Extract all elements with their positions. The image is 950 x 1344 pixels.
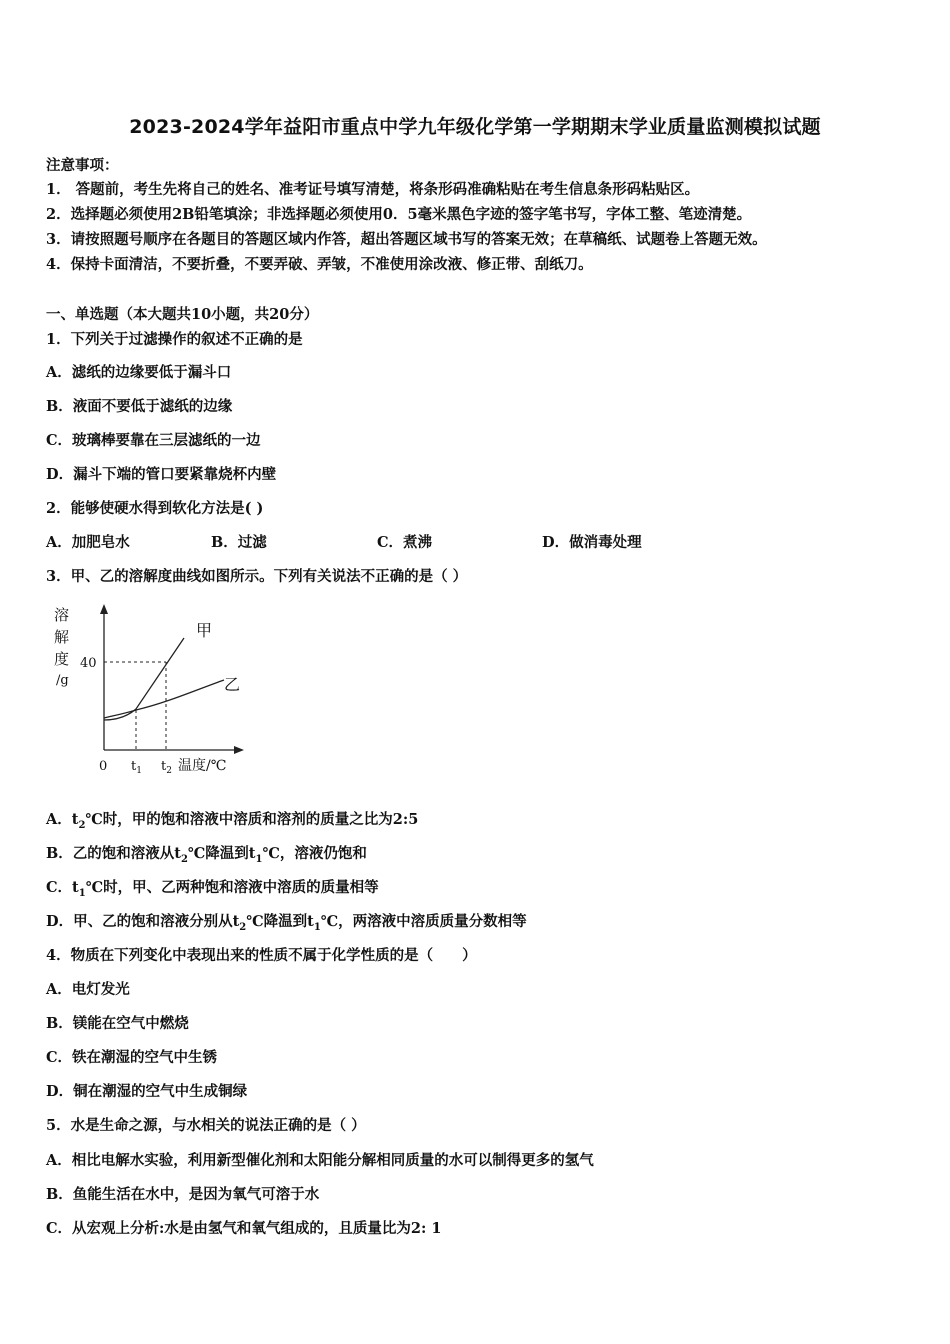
- notice-heading: 注意事项：: [46, 157, 119, 174]
- q3-stem: 3．甲、乙的溶解度曲线如图所示。下列有关说法不正确的是（ ）: [46, 568, 468, 585]
- q5-stem: 5．水是生命之源，与水相关的说法正确的是（ ）: [46, 1117, 366, 1134]
- y-tick-40: 40: [80, 656, 97, 671]
- x-axis-label: 温度/℃: [178, 758, 227, 774]
- y-label-3: 度: [54, 650, 70, 668]
- y-label-2: 解: [54, 628, 70, 646]
- q2-option-d: D．做消毒处理: [542, 534, 642, 551]
- notice-item-4: 4．保持卡面清洁，不要折叠，不要弄破、弄皱，不准使用涂改液、修正带、刮纸刀。: [46, 256, 593, 273]
- section-heading: 一、单选题（本大题共10小题，共20分）: [46, 306, 319, 323]
- q3-option-a: A．$t_2℃$时，甲的饱和溶液中溶质和溶剂的质量之比为2:5: [46, 811, 419, 831]
- q2-options: [46, 531, 746, 551]
- tick-t2: $t_2$: [161, 759, 172, 776]
- q2-option-c: C．煮沸: [377, 534, 433, 551]
- q1-option-a: A．滤纸的边缘要低于漏斗口: [46, 364, 232, 381]
- q4-option-b: B．镁能在空气中燃烧: [46, 1015, 189, 1032]
- q4-stem: 4．物质在下列变化中表现出来的性质不属于化学性质的是（ ）: [46, 947, 477, 964]
- q1-option-c: C．玻璃棒要靠在三层滤纸的一边: [46, 432, 261, 449]
- q5-option-c: C．从宏观上分析:水是由氢气和氧气组成的，且质量比为2: 1: [46, 1220, 442, 1237]
- notice-item-1: 1． 答题前，考生先将自己的姓名、准考证号填写清楚，将条形码准确粘贴在考生信息条形码粘贴区。: [46, 181, 700, 198]
- notice-item-3: 3．请按照题号顺序在各题目的答题区域内作答，超出答题区域书写的答案无效；在草稿纸、试题卷上答题无效。: [46, 231, 767, 248]
- q2-option-a: A．加肥皂水: [46, 534, 130, 551]
- solubility-chart: [46, 598, 256, 784]
- curve-yi: [104, 680, 224, 718]
- curve-jia-label: 甲: [196, 621, 213, 640]
- q1-option-d: D．漏斗下端的管口要紧靠烧杯内壁: [46, 466, 277, 483]
- q4-option-c: C．铁在潮湿的空气中生锈: [46, 1049, 218, 1066]
- origin-label: 0: [99, 759, 108, 774]
- q2-stem: 2．能够使硬水得到软化方法是( ): [46, 500, 264, 517]
- curve-yi-label: 乙: [224, 675, 241, 694]
- y-label-4: /g: [56, 673, 69, 688]
- q5-option-a: A．相比电解水实验，利用新型催化剂和太阳能分解相同质量的水可以制得更多的氢气: [46, 1152, 594, 1169]
- q2-option-b: B．过滤: [211, 534, 267, 551]
- q3-option-b: B．乙的饱和溶液从$t_2℃$降温到$t_1℃$，溶液仍饱和: [46, 845, 367, 865]
- q4-option-a: A．电灯发光: [46, 981, 130, 998]
- x-axis-arrow: [234, 746, 244, 754]
- q3-option-c: C．$t_1℃$时，甲、乙两种饱和溶液中溶质的质量相等: [46, 879, 379, 899]
- q5-option-b: B．鱼能生活在水中，是因为氧气可溶于水: [46, 1186, 320, 1203]
- q3-option-d: D．甲、乙的饱和溶液分别从$t_2℃$降温到$t_1℃$，两溶液中溶质质量分数相等: [46, 913, 527, 933]
- q1-stem: 1．下列关于过滤操作的叙述不正确的是: [46, 331, 303, 348]
- y-label-1: 溶: [54, 606, 70, 624]
- notice-item-2: 2．选择题必须使用2B铅笔填涂；非选择题必须使用0．5毫米黑色字迹的签字笔书写，字体工整、笔迹清楚。: [46, 206, 752, 223]
- tick-t1: $t_1$: [131, 759, 142, 776]
- q1-option-b: B．液面不要低于滤纸的边缘: [46, 398, 233, 415]
- exam-title: 2023-2024学年益阳市重点中学九年级化学第一学期期末学业质量监测模拟试题: [129, 116, 821, 138]
- q4-option-d: D．铜在潮湿的空气中生成铜绿: [46, 1083, 248, 1100]
- y-axis-arrow: [100, 604, 108, 614]
